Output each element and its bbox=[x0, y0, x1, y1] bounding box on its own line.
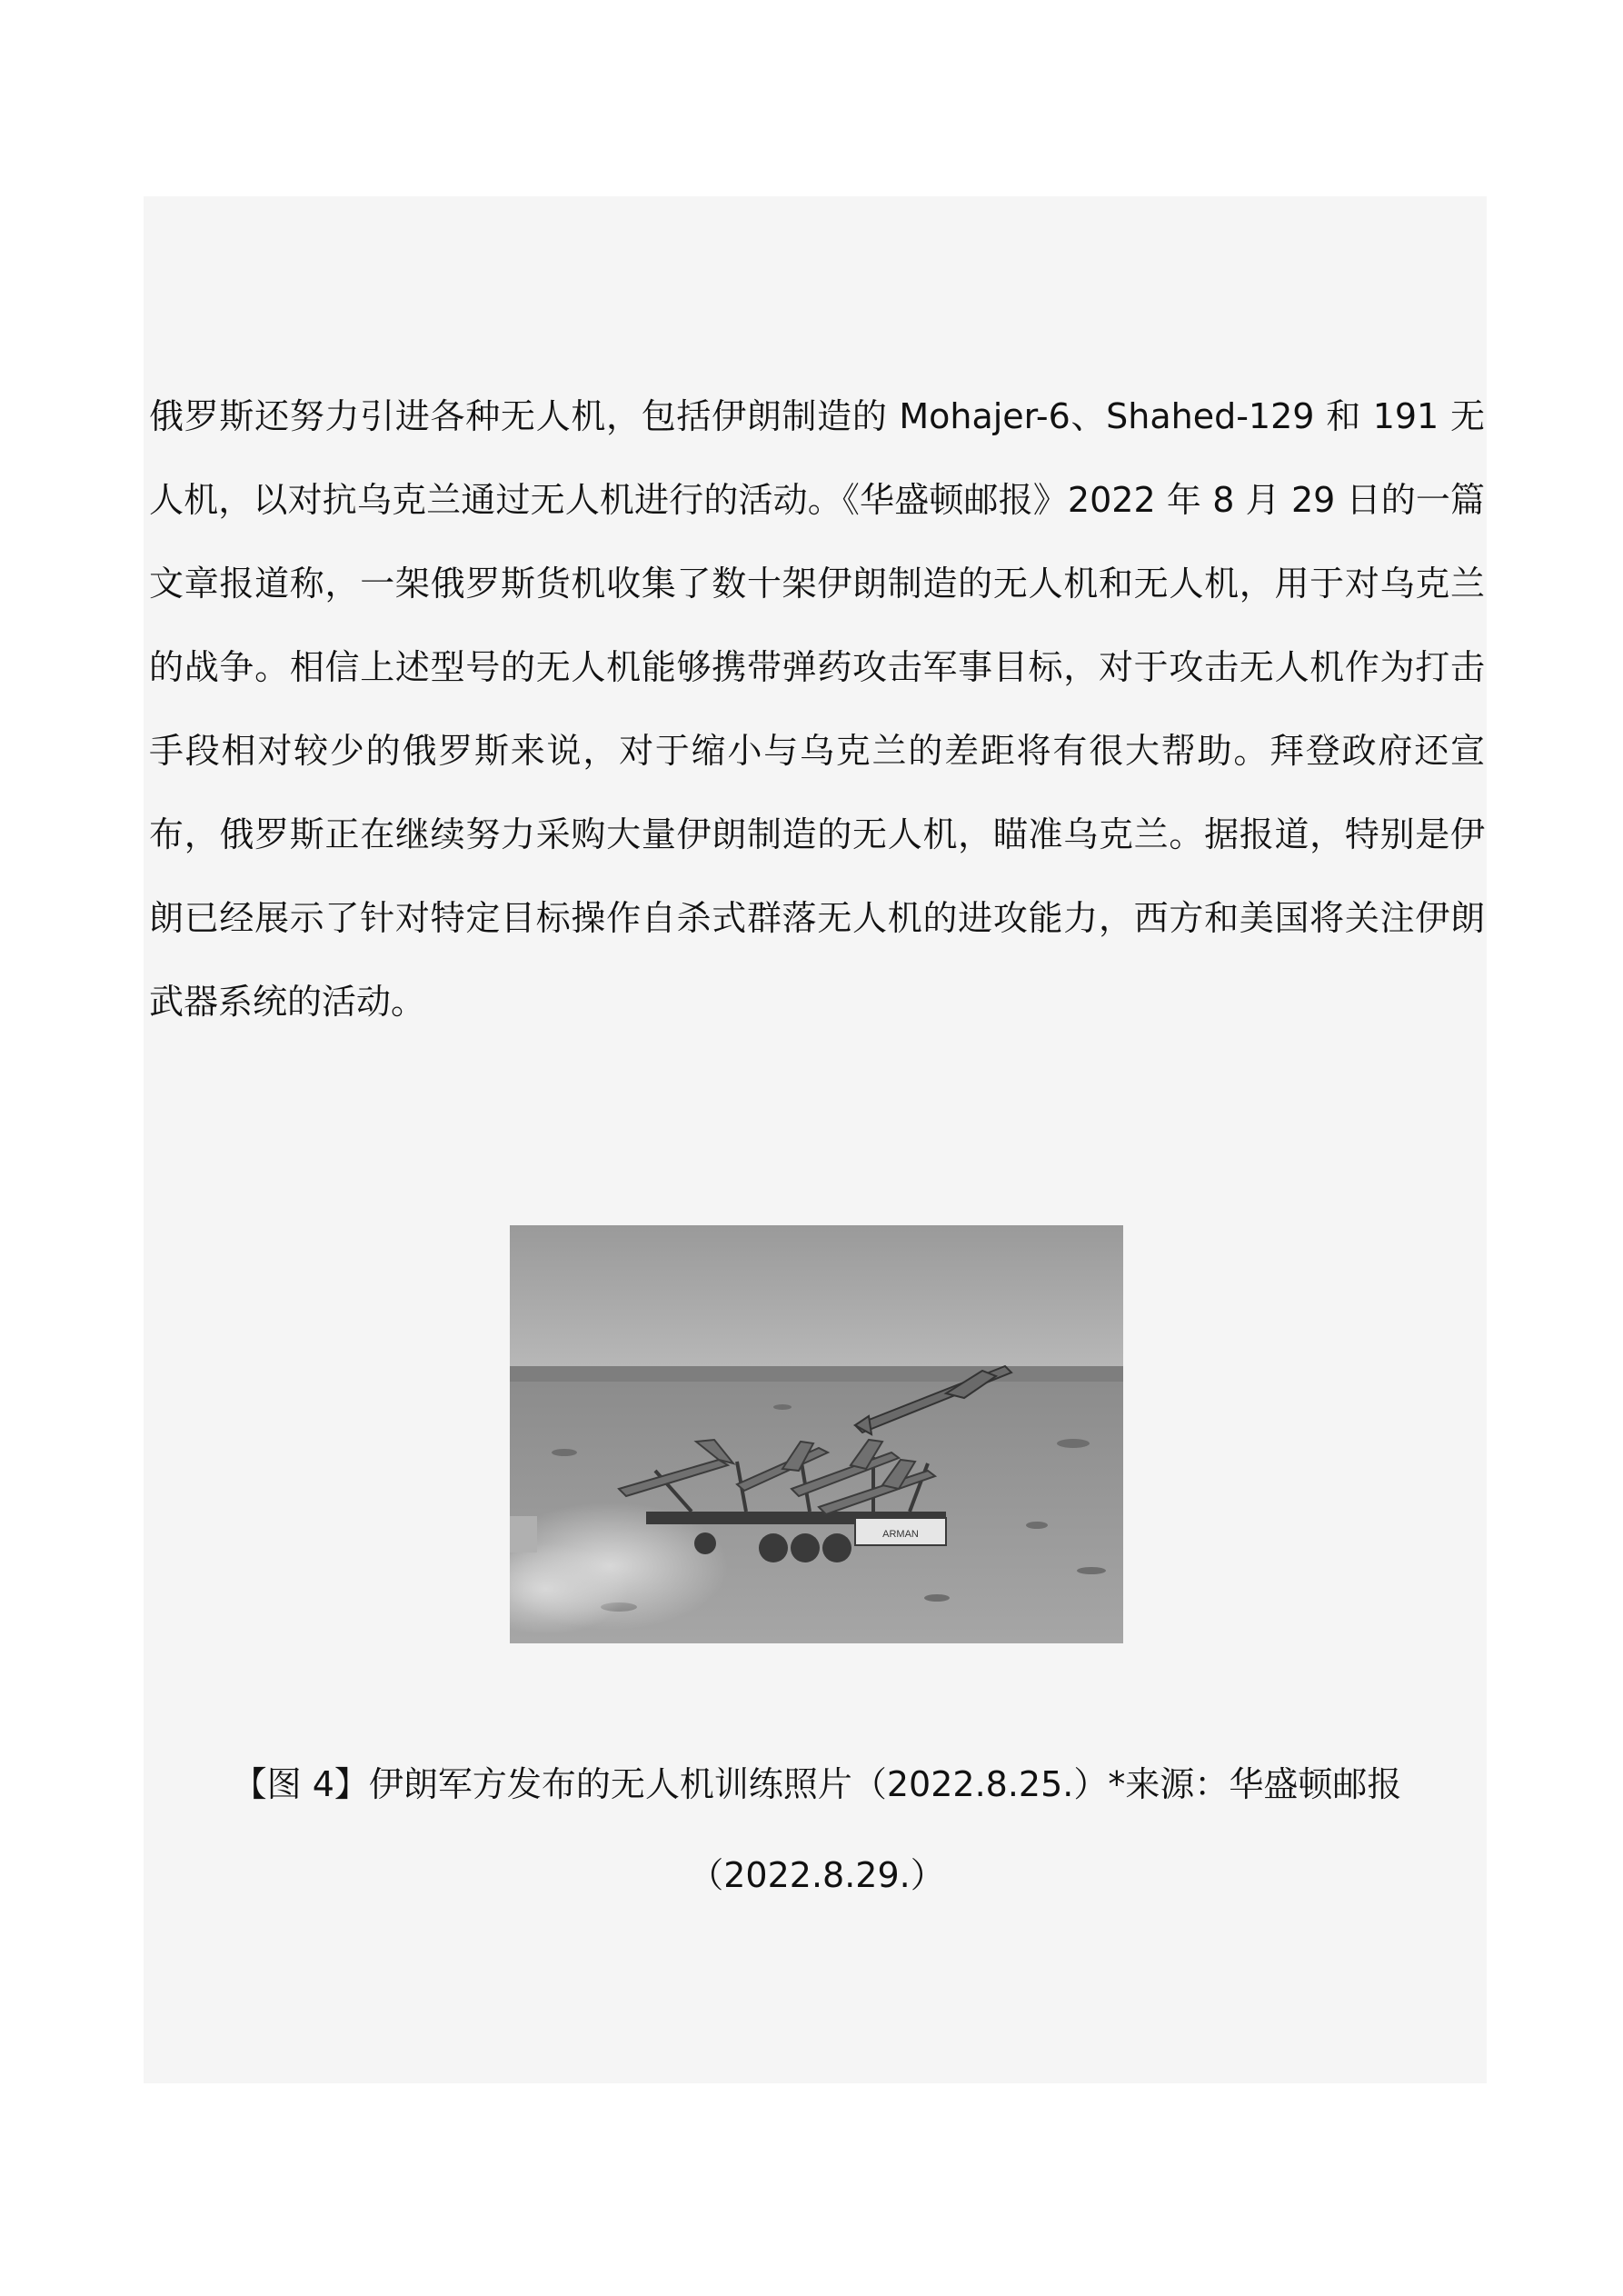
article-paragraph: 俄罗斯还努力引进各种无人机，包括伊朗制造的 Mohajer-6、Shahed-129 和 191 无人机，以对抗乌克兰通过无人机进行的活动。《华盛顿邮报》2022 年 8 月 29 日的一篇文章报道称，一架俄罗斯货机收集了数十架伊朗制造的无人机和无人机，用于对乌克兰的战争。相信上述型号的无人机能够携带弹药攻击军事目标，对于攻击无人机作为打击手段相对较少的俄罗斯来说，对于缩小与乌克兰的差距将有很大帮助。拜登政府还宣布，俄罗斯正在继续努力采购大量伊朗制造的无人机，瞄准乌克兰。据报道，特别是伊朗已经展示了针对特定目标操作自杀式群落无人机的进攻能力，西方和美国将关注伊朗武器系统的活动。 bbox=[149, 396, 1485, 1022]
figure-caption-continued: （2022.8.29.） bbox=[689, 1855, 945, 1895]
trailer-plate: ARMAN bbox=[882, 1529, 919, 1540]
figure-caption: 【图 4】伊朗军方发布的无人机训练照片（2022.8.25.）*来源：华盛顿邮报 bbox=[232, 1764, 1402, 1804]
drone-launch-photo bbox=[510, 1225, 1123, 1643]
